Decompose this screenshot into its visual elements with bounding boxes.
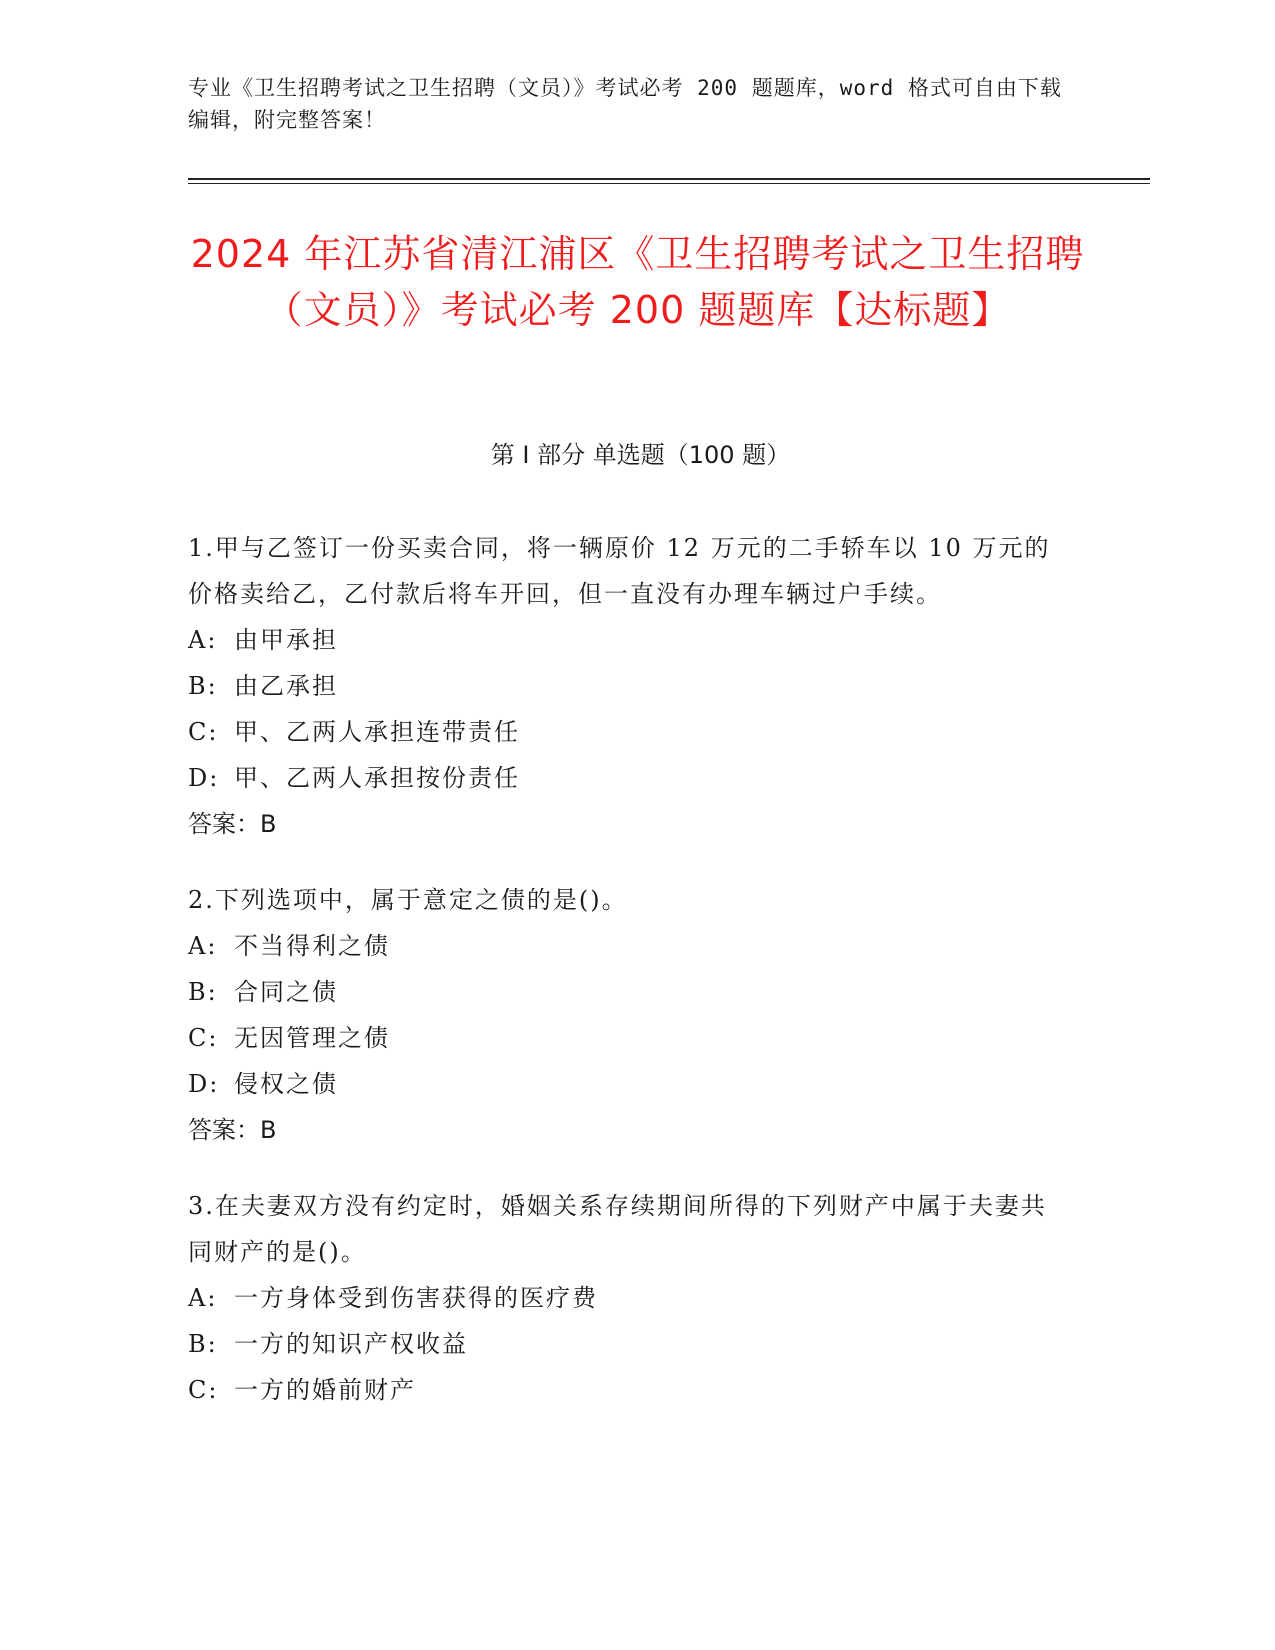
option-text: 侵权之债: [234, 1070, 338, 1098]
question-1: [188, 525, 1068, 847]
option-text: 一方的知识产权收益: [234, 1330, 468, 1358]
option-text: 甲、乙两人承担按份责任: [234, 764, 520, 792]
option-text: 合同之债: [234, 978, 338, 1006]
option-text: 甲、乙两人承担连带责任: [234, 718, 520, 746]
option-key: B:: [188, 672, 218, 700]
option-c: [188, 1015, 1068, 1061]
option-key: C:: [188, 1024, 219, 1052]
option-a: [188, 1275, 1068, 1321]
answer-line: 答案：B: [188, 810, 277, 838]
page-title: 2024 年江苏省清江浦区《卫生招聘考试之卫生招聘（文员）》考试必考 200 题题库【达标题】: [190, 232, 1085, 332]
option-a: [188, 617, 1068, 663]
question-2: [188, 877, 1068, 1153]
option-b: [188, 1321, 1068, 1367]
option-key: A:: [188, 626, 218, 654]
option-text: 无因管理之债: [234, 1024, 390, 1052]
question-stem: 3.在夫妻双方没有约定时，婚姻关系存续期间所得的下列财产中属于夫妻共同财产的是()。: [188, 1192, 1047, 1266]
answer-line: 答案：B: [188, 1116, 277, 1144]
option-text: 不当得利之债: [234, 932, 390, 960]
question-stem: 2.下列选项中，属于意定之债的是()。: [188, 886, 628, 914]
option-text: 由甲承担: [234, 626, 338, 654]
option-key: A:: [188, 932, 218, 960]
question-3: [188, 1183, 1068, 1413]
option-key: B:: [188, 1330, 218, 1358]
option-key: C:: [188, 718, 219, 746]
option-key: B:: [188, 978, 218, 1006]
option-b: [188, 969, 1068, 1015]
option-c: [188, 709, 1068, 755]
option-key: C:: [188, 1376, 219, 1404]
option-a: [188, 923, 1068, 969]
header-note: 专业《卫生招聘考试之卫生招聘（文员）》考试必考 200 题题库，word 格式可自由下载编辑，附完整答案！: [188, 76, 1062, 132]
question-stem: 1.甲与乙签订一份买卖合同，将一辆原价 12 万元的二手轿车以 10 万元的价格卖给乙，乙付款后将车开回，但一直没有办理车辆过户手续。: [188, 534, 1051, 608]
question-list: [188, 525, 1068, 1443]
header-divider-thick: [188, 178, 1150, 180]
option-text: 一方身体受到伤害获得的医疗费: [234, 1284, 598, 1312]
option-text: 由乙承担: [234, 672, 338, 700]
section-heading: 第 I 部分 单选题（100 题）: [490, 441, 791, 469]
option-d: [188, 1061, 1068, 1107]
option-key: D:: [188, 764, 220, 792]
option-c: [188, 1367, 1068, 1413]
option-text: 一方的婚前财产: [234, 1376, 416, 1404]
option-d: [188, 755, 1068, 801]
option-key: A:: [188, 1284, 218, 1312]
option-key: D:: [188, 1070, 220, 1098]
header-divider-thin: [188, 183, 1150, 184]
option-b: [188, 663, 1068, 709]
